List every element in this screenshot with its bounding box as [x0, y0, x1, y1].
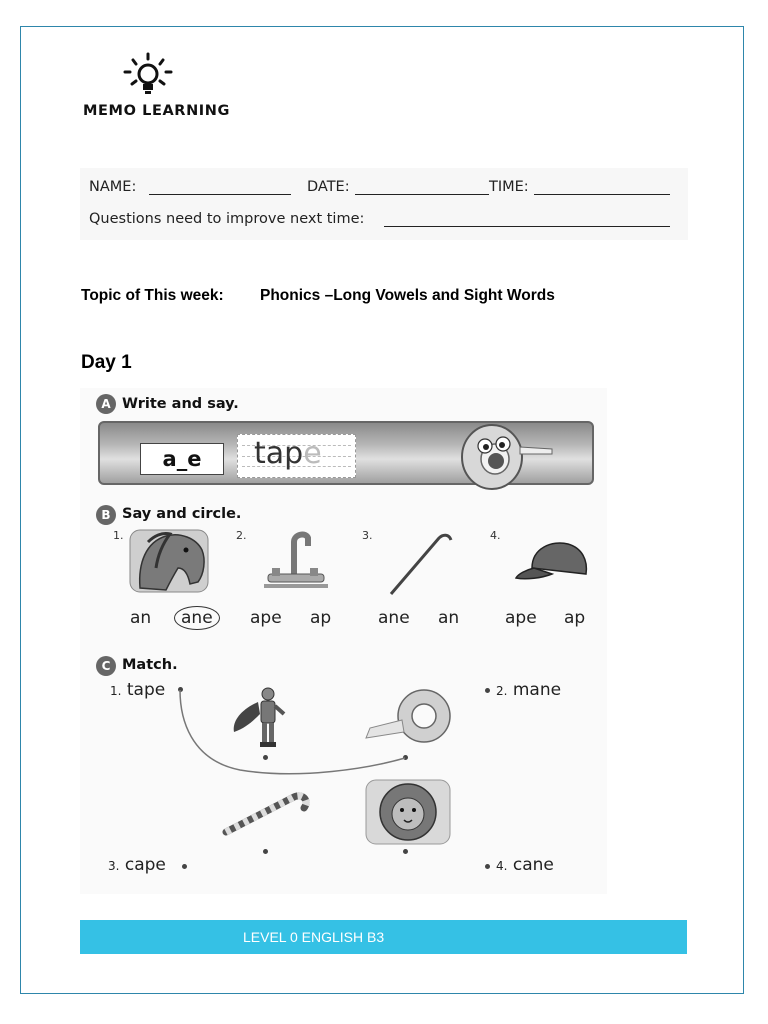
- footer-text: LEVEL 0 ENGLISH B3: [243, 929, 385, 945]
- match-word-4[interactable]: [496, 855, 554, 875]
- improve-field[interactable]: [384, 226, 670, 227]
- faucet-icon: [260, 528, 330, 596]
- cap-icon: [512, 538, 592, 586]
- match-word-text: cape: [124, 855, 166, 875]
- match-number: 1.: [110, 684, 122, 698]
- match-number: 3.: [108, 859, 120, 873]
- lion-mane-icon: [364, 778, 452, 846]
- match-dot[interactable]: [485, 688, 490, 693]
- time-field[interactable]: [534, 194, 670, 195]
- logo-text: MEMO LEARNING: [83, 103, 231, 119]
- superhero-cape-icon: [230, 684, 296, 752]
- student-info-box: [80, 168, 688, 240]
- match-word-2[interactable]: [496, 680, 561, 700]
- tracing-word-box: [237, 434, 356, 478]
- phonics-worksheet: [80, 388, 607, 894]
- match-dot[interactable]: [485, 864, 490, 869]
- name-field[interactable]: [149, 194, 291, 195]
- section-a-title: Write and say.: [122, 396, 239, 412]
- tape-roll-icon: [362, 688, 454, 748]
- topic-label: Topic of This week:: [81, 287, 224, 304]
- day-title: Day 1: [81, 352, 132, 373]
- topic-value: Phonics –Long Vowels and Sight Words: [260, 287, 555, 304]
- match-word-text: tape: [126, 680, 166, 700]
- item-number: 2.: [236, 529, 247, 542]
- item-number: 4.: [490, 529, 501, 542]
- match-number: 2.: [496, 684, 508, 698]
- tracing-word-ghost: e: [303, 436, 322, 471]
- item-number: 1.: [113, 529, 124, 542]
- section-b-badge: B: [96, 505, 116, 525]
- match-dot[interactable]: [263, 755, 268, 760]
- tape-dispenser-mascot-icon: [440, 421, 560, 491]
- section-a-badge: A: [96, 394, 116, 414]
- date-label: DATE:: [307, 179, 350, 195]
- match-dot[interactable]: [182, 864, 187, 869]
- horse-icon: [128, 528, 210, 594]
- section-c-badge: C: [96, 656, 116, 676]
- match-dot[interactable]: [263, 849, 268, 854]
- choice-option[interactable]: ap: [564, 608, 586, 628]
- cane-icon: [385, 530, 455, 598]
- footer-bar: [80, 920, 687, 954]
- match-word-text: cane: [512, 855, 554, 875]
- match-word-3[interactable]: [108, 855, 166, 875]
- item-number: 3.: [362, 529, 373, 542]
- candy-cane-icon: [218, 786, 314, 838]
- improve-label: Questions need to improve next time:: [89, 211, 365, 227]
- section-c-title: Match.: [122, 657, 178, 673]
- match-word-1[interactable]: [110, 680, 165, 700]
- choice-option[interactable]: ane: [378, 608, 410, 628]
- choice-option[interactable]: ape: [505, 608, 537, 628]
- match-dot[interactable]: [403, 755, 408, 760]
- name-label: NAME:: [89, 179, 137, 195]
- choice-option[interactable]: an: [130, 608, 152, 628]
- choice-option[interactable]: ap: [310, 608, 332, 628]
- time-label: TIME:: [489, 179, 529, 195]
- vowel-pattern-box: a_e: [140, 443, 224, 475]
- choice-option-circled[interactable]: ane: [174, 606, 220, 630]
- match-dot[interactable]: [403, 849, 408, 854]
- choice-option[interactable]: an: [438, 608, 460, 628]
- match-number: 4.: [496, 859, 508, 873]
- tracing-word: [254, 436, 322, 471]
- tracing-word-solid: tap: [254, 436, 304, 471]
- section-b-title: Say and circle.: [122, 506, 242, 522]
- choice-option[interactable]: ape: [250, 608, 282, 628]
- match-dot[interactable]: [178, 687, 183, 692]
- write-and-say-banner: [98, 421, 594, 485]
- date-field[interactable]: [355, 194, 489, 195]
- match-word-text: mane: [512, 680, 562, 700]
